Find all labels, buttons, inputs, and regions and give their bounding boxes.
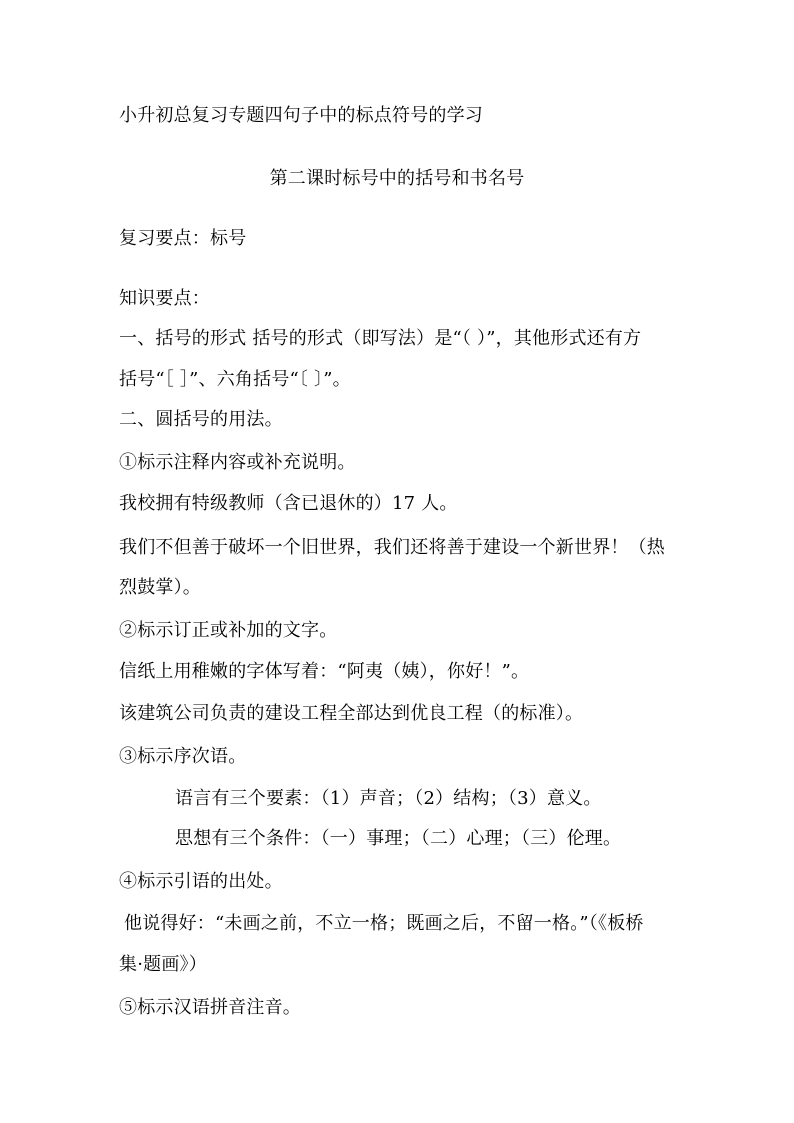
document-title: 小升初总复习专题四句子中的标点符号的学习	[119, 105, 483, 126]
lesson-subtitle: 第二课时标号中的括号和书名号	[269, 168, 525, 189]
knowledge-points-heading: 知识要点：	[119, 288, 210, 309]
subsection-heading: ③标示序次语。	[119, 746, 247, 767]
example-line: 思想有三个条件：（一）事理；（二）心理；（三）伦理。	[175, 828, 622, 849]
example-line: 烈鼓掌）。	[119, 577, 201, 598]
subsection-heading: ②标示订正或补加的文字。	[119, 620, 338, 641]
paragraph-line: 一、括号的形式 括号的形式（即写法）是“（ ）”，其他形式还有方	[119, 328, 642, 349]
example-line: 该建筑公司负责的建设工程全部达到优良工程（的标准）。	[119, 703, 584, 724]
example-line: 信纸上用稚嫩的字体写着：“阿夷（姨），你好！”。	[119, 661, 530, 682]
subsection-heading: ①标示注释内容或补充说明。	[119, 452, 356, 473]
paragraph-line: 括号“［ ］”、六角括号“〔 〕”。	[119, 369, 351, 390]
review-points: 复习要点：标号	[119, 228, 247, 249]
example-line: 我们不但善于破坏一个旧世界，我们还将善于建设一个新世界！（热	[119, 537, 665, 558]
example-line: 我校拥有特级教师（含已退休的）17 人。	[119, 493, 458, 514]
example-line: 集·题画》）	[119, 954, 207, 975]
subsection-heading: ⑤标示汉语拼音注音。	[119, 997, 301, 1018]
section-heading: 二、圆括号的用法。	[119, 409, 283, 430]
example-line: 他说得好：“未画之前，不立一格；既画之后，不留一格。”（《板桥	[124, 913, 644, 934]
subsection-heading: ④标示引语的出处。	[119, 871, 283, 892]
example-line: 语言有三个要素：（1）声音；（2）结构；（3）意义。	[175, 788, 602, 809]
